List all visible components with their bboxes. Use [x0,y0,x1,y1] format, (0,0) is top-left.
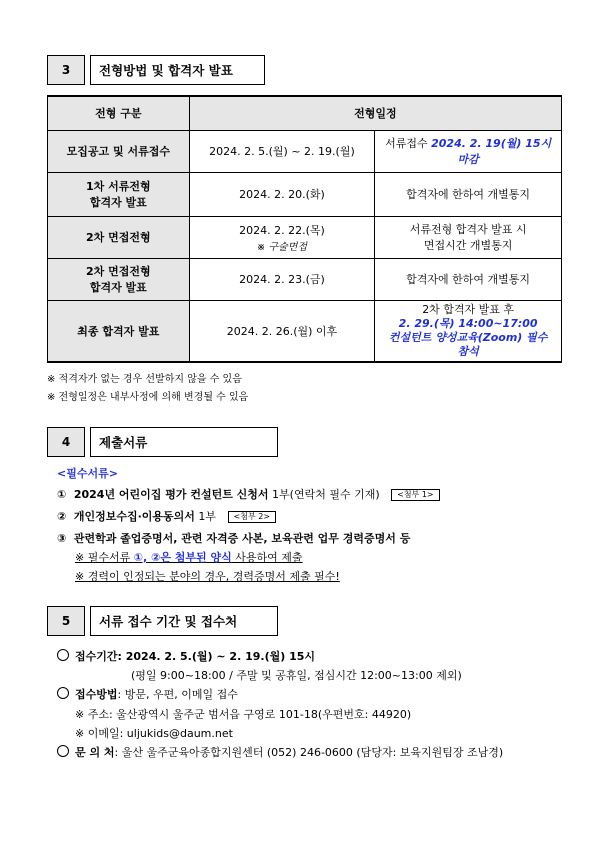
doc-item-1 [57,486,440,502]
item-number: ① [57,488,67,501]
table-row [48,258,562,300]
method-value: : 방문, 우편, 이메일 접수 [117,688,238,701]
section-title: 서류 접수 기간 및 접수처 [90,606,278,636]
required-docs-label: <필수서류> [57,467,118,480]
section-title: 전형방법 및 합격자 발표 [90,55,265,85]
header-cell: 전형일정 [189,96,561,130]
row-date [189,216,375,258]
row-note [375,216,562,258]
note-line: 참석 [457,344,479,358]
row-date: 2024. 2. 26.(월) 이후 [189,300,375,362]
row-label: 모집공고 및 서류접수 [48,130,190,172]
item-number: ③ [57,532,67,545]
row-label: 최종 합격자 발표 [48,300,190,362]
contact-label: 문 의 처 [75,746,115,759]
address-line: ※ 주소: 울산광역시 울주군 범서읍 구영로 101-18(우편번호: 44920) [75,708,412,721]
label-line: 1차 서류전형 [86,180,151,193]
note-line: 2. 29.(목) 14:00~17:00 [398,316,538,330]
label-line: 합격자 발표 [89,196,147,209]
item-title: 개인정보수집·이용동의서 [73,510,195,523]
row-note [375,300,562,362]
label-line: 2차 면접전형 [86,265,151,278]
section-5-header [47,606,278,636]
attachment-tag: <첨부 2> [228,511,277,523]
note-line: 컨설턴트 양성교육(Zoom) 필수 [388,330,548,344]
footnote: ※ 전형일정은 내부사정에 의해 변경될 수 있음 [47,392,249,403]
section-title: 제출서류 [90,427,278,457]
item-title: 2024년 어린이집 평가 컨설턴트 신청서 [73,488,269,501]
note-line: 서류전형 합격자 발표 시 [409,223,527,236]
section-number: 5 [47,606,85,636]
note-line: 면접시간 개별통지 [423,239,513,252]
contact-value: : 울산 울주군육아종합지원센터 (052) 246-0600 (담당자: 보육지원팀장 조남경) [114,746,504,759]
contact-line [57,744,503,760]
row-note [375,130,562,172]
section-number: 4 [47,427,85,457]
circle-bullet-icon [57,687,69,699]
doc-item-2 [57,508,276,524]
method-line [57,686,238,702]
section-number: 3 [47,55,85,85]
period-label: 접수기간 [75,650,118,663]
section-3-header [47,55,265,85]
table-row [48,172,562,216]
row-date: 2024. 2. 20.(화) [189,172,375,216]
schedule-table [47,95,562,363]
note-line: 2차 합격자 발표 후 [422,302,515,316]
table-row [48,300,562,362]
date-line: 2024. 2. 22.(목) [239,223,325,237]
note-text: ※ 필수서류 [75,551,134,564]
section-4-header [47,427,278,457]
doc-item-3 [57,530,410,546]
date-sub: ※ 구술면접 [256,241,308,253]
doc-note-2: ※ 경력이 인정되는 분야의 경우, 경력증명서 제출 필수! [75,570,340,583]
table-row [48,216,562,258]
period-value: : 2024. 2. 5.(월) ~ 2. 19.(월) 15시 [117,650,316,663]
label-line: 합격자 발표 [89,281,147,294]
row-label [48,172,190,216]
table-header-row [48,96,562,130]
item-detail: 1부 [198,510,217,523]
email-line: ※ 이메일: uljukids@daum.net [75,727,233,740]
row-note: 합격자에 한하여 개별통지 [375,258,562,300]
item-number: ② [57,510,67,523]
period-line [57,648,315,664]
deadline-emphasis: 2024. 2. 19(월) 15시 마감 [431,137,552,166]
row-date: 2024. 2. 23.(금) [189,258,375,300]
doc-note-1 [75,549,303,565]
row-note: 합격자에 한하여 개별통지 [375,172,562,216]
table-row [48,130,562,172]
period-note: (평일 9:00~18:00 / 주말 및 공휴일, 점심시간 12:00~13:00 제외) [131,669,462,682]
circle-bullet-icon [57,649,69,661]
header-cell: 전형 구분 [48,96,190,130]
row-label: 2차 면접전형 [48,216,190,258]
method-label: 접수방법 [75,688,118,701]
attachment-tag: <첨부 1> [391,489,440,501]
note-emphasis: ①, ②은 첨부된 양식 [133,551,232,564]
note-text: 사용하여 제출 [231,551,303,564]
footnote: ※ 적격자가 없는 경우 선발하지 않을 수 있음 [47,374,242,385]
item-detail: 1부(연락처 필수 기재) [272,488,380,501]
circle-bullet-icon [57,745,69,757]
note-prefix: 서류접수 [385,137,428,150]
row-label [48,258,190,300]
row-date: 2024. 2. 5.(월) ~ 2. 19.(월) [189,130,375,172]
item-title: 관련학과 졸업증명서, 관련 자격증 사본, 보육관련 업무 경력증명서 등 [73,532,411,545]
